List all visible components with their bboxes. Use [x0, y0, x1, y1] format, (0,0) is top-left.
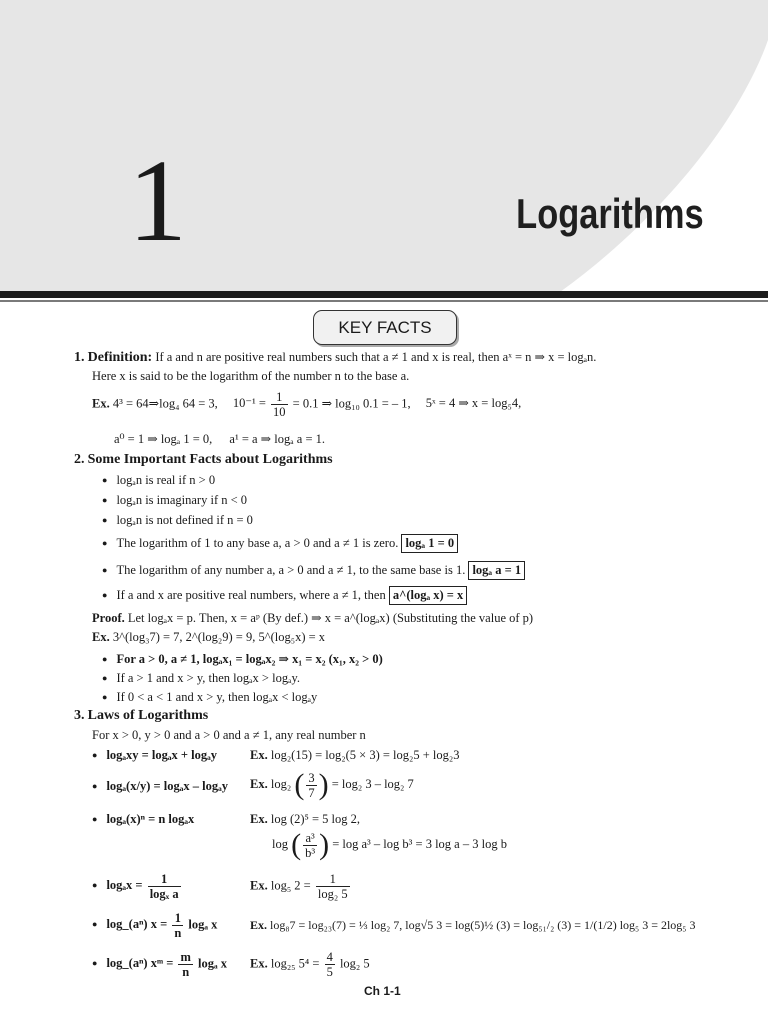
proof-line — [92, 610, 533, 626]
example-text: 3^(log₃7) = 7, 2^(log₂9) = 9, 5^(log₅x) = x — [112, 630, 326, 644]
example-text: log — [272, 836, 288, 851]
law-text: ● log_(aⁿ) xᵐ = — [92, 956, 173, 970]
section-heading: Definition: — [87, 350, 153, 365]
example-text: 5ˣ = 4 ⇒ x = log₅4, — [425, 396, 522, 411]
law-2-example: Ex. log₂ ( $\frac{3}{7}$ ) = log₂ 3 – log₂ 7 — [250, 768, 414, 801]
section-number: 2. — [74, 452, 85, 467]
boxed-result: logₐ 1 = 0 — [401, 534, 458, 553]
denominator: n — [182, 965, 190, 979]
numerator: m — [180, 950, 191, 964]
example-text: log₅ 2 = — [270, 878, 311, 893]
law-1: ● logₐxy = logₐx + logₐy — [92, 748, 217, 763]
section-heading: Some Important Facts about Logarithms — [87, 452, 333, 467]
example-text: 4³ = 64⇒log₄ 64 = 3, — [112, 396, 218, 411]
header-rule-thin — [0, 300, 768, 302]
fraction — [148, 872, 181, 901]
fact-bullet-boxed — [102, 586, 467, 605]
numerator: 1 — [271, 390, 288, 405]
example-label: Ex. — [250, 748, 268, 762]
numerator: 3 — [308, 770, 315, 785]
definition-text: If a and n are positive real numbers such that a ≠ 1 and x is real, then aˣ = n ⇒ x = logₐn. — [155, 350, 597, 364]
example-text: log₂ 5 — [339, 956, 370, 971]
law-3: ● logₐ(x)ⁿ = n logₐx — [92, 812, 194, 827]
denominator: log₂ 5 — [317, 887, 348, 901]
example-label: Ex. — [92, 396, 110, 411]
laws-intro: For x > 0, y > 0 and a > 0 and a ≠ 1, any real number n — [92, 728, 366, 742]
boxed-result: a^(logₐ x) = x — [389, 586, 467, 605]
example-text: a¹ = a ⇒ logₐ a = 1. — [229, 432, 326, 446]
section-3-heading — [74, 708, 208, 724]
denominator: b³ — [305, 845, 316, 860]
numerator: 1 — [148, 872, 181, 887]
proof-text: Let logₐx = p. Then, x = aᵖ (By def.) ⇒ x = a^(logₐx) (Substituting the value of p) — [127, 611, 534, 625]
fact-bullet: ● If 0 < a < 1 and x > y, then logₐx < logₐy — [102, 690, 317, 705]
example-label: Ex. — [250, 956, 268, 971]
law-6 — [92, 950, 227, 979]
law-3-example-a — [250, 812, 360, 827]
section-number: 3. — [74, 708, 85, 723]
chapter-number: 1 — [128, 135, 187, 266]
numerator: a³ — [303, 831, 317, 846]
fact-text: ● If a and x are positive real numbers, where a ≠ 1, then — [102, 588, 386, 602]
law-3-example-b: log ( $\frac{\text{a³}}{\text{b³}}$ ) = log a³ – log b³ = 3 log a – 3 log b — [272, 828, 507, 861]
denominator: logₓ a — [149, 887, 179, 901]
section-1-line-1 — [74, 349, 596, 366]
law-text: ● log_(aⁿ) x = — [92, 917, 167, 931]
example-text: = 0.1 ⇒ log₁₀ 0.1 = – 1, — [292, 396, 411, 411]
chapter-header-band — [0, 0, 768, 292]
example-text: = log₂ 3 – log₂ 7 — [331, 776, 414, 791]
numerator: 4 — [326, 950, 333, 964]
fact-bullet: ● If a > 1 and x > y, then logₐx > logₐy. — [102, 671, 300, 686]
law-1-example — [250, 748, 460, 763]
definition-example-2 — [114, 431, 325, 447]
law-text: ● logₐx = — [92, 878, 143, 892]
definition-example-1 — [92, 390, 521, 419]
example-label: Ex. — [250, 918, 268, 932]
example-label: Ex. — [250, 878, 268, 893]
law-5 — [92, 911, 217, 940]
fraction — [303, 831, 317, 860]
key-facts-badge: KEY FACTS — [313, 310, 457, 345]
denominator: 5 — [326, 965, 333, 979]
definition-line-2: Here x is said to be the logarithm of the number n to the base a. — [92, 369, 410, 383]
example-label: Ex. — [250, 776, 268, 791]
example-text: a⁰ = 1 ⇒ logₐ 1 = 0, — [114, 432, 213, 446]
boxed-result: logₐ a = 1 — [468, 561, 525, 580]
example-label: Ex. — [92, 630, 110, 644]
denominator: 10 — [273, 405, 286, 419]
fact-bullet: ● logₐn is imaginary if n < 0 — [102, 493, 247, 508]
fact-bullet — [102, 651, 383, 667]
fact-text: ● The logarithm of 1 to any base a, a > 0 and a ≠ 1 is zero. — [102, 536, 398, 550]
section-heading: Laws of Logarithms — [87, 708, 209, 723]
numerator: 1 — [316, 872, 350, 887]
denominator: 7 — [308, 785, 315, 800]
example-text: log₈7 = log₂₃(7) = ⅓ log₂ 7, log√5 3 = log(5)½ (3) = log₅₁/₂ (3) = 1/(1/2) log₅ 3 = 2log₅ 3 — [270, 918, 696, 932]
law-2: ● logₐ(x/y) = logₐx – logₐy — [92, 779, 228, 794]
fact-bullet-boxed — [102, 534, 458, 553]
example-label: Ex. — [250, 812, 268, 826]
example-text: log₂₅ 5⁴ = — [270, 956, 320, 971]
chapter-title: Logarithms — [516, 190, 704, 237]
law-5-example — [250, 918, 696, 933]
fact-bullet: ● logₐn is real if n > 0 — [102, 473, 215, 488]
numerator: 1 — [172, 911, 183, 926]
header-rule-thick — [0, 291, 768, 298]
fraction — [325, 950, 335, 979]
fact-text: For a > 0, a ≠ 1, logₐx₁ = logₐx₂ ⇒ x₁ = x₂ (x₁, x₂ > 0) — [116, 652, 383, 666]
fact-text: ● The logarithm of any number a, a > 0 and a ≠ 1, to the same base is 1. — [102, 563, 465, 577]
fact-bullet-boxed — [102, 561, 525, 580]
denominator: n — [174, 926, 182, 940]
fraction — [172, 911, 183, 940]
header-curve-decoration — [0, 0, 768, 292]
page-footer: Ch 1-1 — [364, 984, 401, 998]
example-text: log₂(15) = log₂(5 × 3) = log₂5 + log₂3 — [270, 748, 460, 762]
law-text: logₐ x — [198, 956, 228, 971]
law-4-example — [250, 872, 352, 901]
example-text: 10⁻¹ = — [232, 396, 266, 411]
fact-bullet: ● logₐn is not defined if n = 0 — [102, 513, 253, 528]
fraction — [271, 390, 288, 419]
fraction — [316, 872, 350, 901]
example-text: log₂ — [270, 776, 292, 791]
example-text: log (2)⁵ = 5 log 2, — [270, 812, 361, 826]
law-text: logₐ x — [188, 917, 218, 932]
proof-label: Proof. — [92, 611, 125, 625]
example-text: = log a³ – log b³ = 3 log a – 3 log b — [332, 836, 507, 851]
law-6-example — [250, 950, 370, 979]
law-4 — [92, 872, 183, 901]
section-2-heading — [74, 452, 333, 468]
section-number: 1. — [74, 350, 85, 365]
fraction — [178, 950, 192, 979]
proof-example — [92, 630, 325, 645]
fraction — [306, 771, 316, 800]
